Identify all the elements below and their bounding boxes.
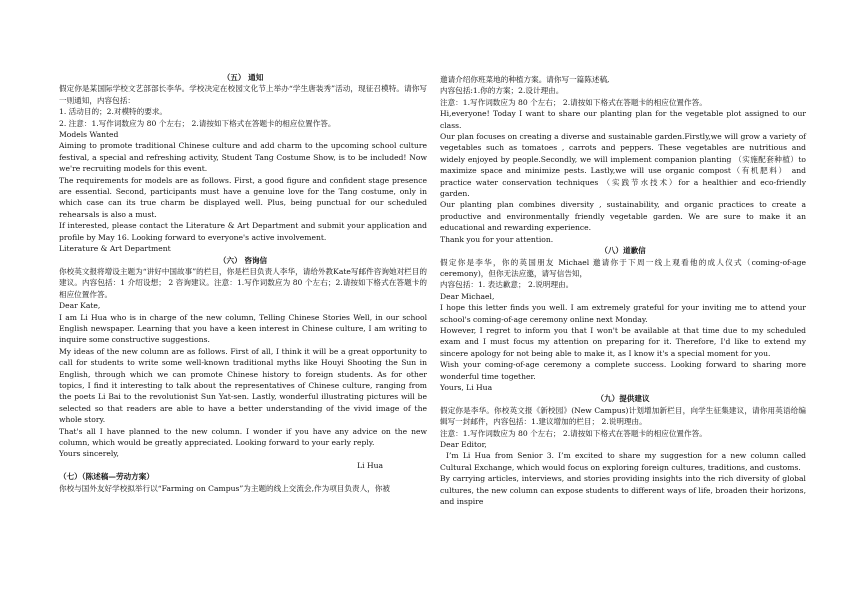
prompt-text: 邀请介绍你班菜地的种植方案。请你写一篇陈述稿,: [440, 75, 610, 84]
right-column: [440, 74, 806, 507]
essay-closing: Thank you for your attention.: [440, 234, 554, 244]
letter-paragraph: However, I regret to inform you that I won't be available at that time due to my scheduled exam and I must focus my attention on preparing for it. Therefore, I'd like to extend my sincere apology for not being able to make it, as I know it's a special moment for you.: [440, 325, 806, 358]
letter-paragraph: I’m Li Hua from Senior 3. I’m excited to share my suggestion for a new column called Cultural Exchange, which would focus on exploring foreign cultures, traditions, and customs.: [440, 451, 806, 472]
letter-paragraph: That's all I have planned to the new column. I wonder if you have any advice on the new column, which would be greatly appreciated. Looking forward to your early reply.: [59, 426, 427, 447]
letter-signature: Li Hua: [357, 460, 383, 470]
prompt-text: 你校英文报将增设主题为“讲好中国故事”的栏目，你是栏目负责人李华，请给外教Kate写邮件咨询她对栏目的建议。内容包括：1 介绍设想； 2 咨询建议。注意：1.写作词数应为 80 个左右；2.请按如下格式在答题卡的相应位置作答。: [59, 266, 427, 299]
prompt-text: 假定你是李华，你的英国朋友 Michael 邀请你于下周一线上观看他的成人仪式（coming-of-age ceremony)，但你无法应邀，请写信告知，: [440, 257, 806, 278]
essay-paragraph: Our planting plan combines diversity , sustainability, and organic practices to create a productive and environmentally friendly vegetable garden. We are sure to make it an educational and rewarding experience.: [440, 200, 806, 233]
essay-paragraph: Our plan focuses on creating a diverse and sustainable garden.Firstly,we will grow a variety of vegetables such as tomatoes , carrots and peppers. These vegetables are nutritious and widely enjoyed by people.Secondly, we will implement companion planting （实施配套种植）to maximize space and minimize pests. Lastly,we will use organic compost（有机肥料） and practice water conservation techniques （实践节水技术）for a healthier and eco-friendly garden.: [440, 132, 806, 199]
prompt-text: 假定你是某国际学校文艺部部长李华。学校决定在校园文化节上举办“学生唐装秀”活动，现征召模特。请你写一则通知，内容包括：: [59, 84, 427, 105]
letter-paragraph: By carrying articles, interviews, and stories providing insights into the rich diversity of global cultures, the new column can expose students to different ways of life, broaden their horizons, and inspire: [440, 474, 806, 507]
section-heading-notice: （五） 通知: [222, 73, 264, 82]
essay-title: Models Wanted: [59, 130, 119, 140]
essay-paragraph: If interested, please contact the Literature & Art Department and submit your application and profile by May 16. Looking forward to everyone's active involvement.: [59, 221, 427, 242]
letter-paragraph: Wish your coming-of-age ceremony a complete success. Looking forward to sharing more wonderful time together.: [440, 360, 806, 381]
letter-closing: Yours sincerely,: [59, 449, 119, 459]
prompt-item: 1. 活动目的；2.对模特的要求。: [59, 107, 168, 117]
essay-paragraph: The requirements for models are as follows. First, a good figure and confident stage presence are essential. Second, participants must have a genuine love for the Tang costume, only in which case can its true charm be displayed well. Plus, being punctual for our scheduled rehearsals is also a must.: [59, 175, 427, 219]
section-heading-suggestion: （九）提供建议: [596, 394, 650, 404]
section-heading-apology-letter: （八）道歉信: [600, 246, 646, 256]
essay-paragraph: Hi,everyone! Today I want to share our planting plan for the vegetable plot assigned to our class.: [440, 109, 806, 130]
letter-signature: Yours, Li Hua: [440, 382, 493, 392]
letter-paragraph: I hope this letter finds you well. I am extremely grateful for your inviting me to attend your school's coming-of-age ceremony online next Monday.: [440, 303, 806, 324]
prompt-item: 2. 注意：1.写作词数应为 80 个左右； 2.请按如下格式在答题卡的相应位置作答。: [59, 118, 336, 128]
section-heading-inquiry-letter: （六） 咨询信: [218, 255, 268, 265]
prompt-text: 你校与国外友好学校拟举行以“Farming on Campus”为主题的线上交流会,作为项目负责人，你被: [59, 483, 390, 493]
left-column: [59, 72, 427, 494]
letter-paragraph: My ideas of the new column are as follows. First of all, I think it will be a great opportunity to call for students to write some well-known traditional myths like Houyi Shooting the Sun in English, through which we can promote Chinese history to foreign students. As for other topics, I find it interesting to talk about the representatives of Chinese culture, ranging from the poets Li Bai to the revolutionist Sun Yat-sen. Lastly, wonderful illustrating pictures will be selected so that readers are able to have a better understanding of the vivid image of the whole story.: [59, 346, 427, 425]
essay-paragraph: Aiming to promote traditional Chinese culture and add charm to the upcoming school culture festival, a special and refreshing activity, Student Tang Costume Show, is to be included! Now we're recruiting models for this event.: [59, 141, 427, 174]
letter-salutation: Dear Michael,: [440, 291, 495, 301]
prompt-item: 注意：1.写作词数应为 80 个左右； 2.请按如下格式在答题卡的相应位置作答。: [440, 97, 707, 107]
section-heading-statement: （七）（陈述稿—劳动方案）: [59, 472, 154, 482]
prompt-item: 内容包括：1. 表达歉意； 2.说明理由。: [440, 280, 574, 290]
letter-salutation: Dear Editor,: [440, 440, 487, 449]
prompt-item: 注意：1.写作词数应为 80 个左右； 2.请按如下格式在答题卡的相应位置作答。: [440, 428, 707, 438]
letter-paragraph: I am Li Hua who is in charge of the new column, Telling Chinese Stories Well, in our school English newspaper. Learning that you have a keen interest in Chinese culture, I am writing to inquire some constructive suggestions.: [59, 312, 427, 345]
prompt-item: 内容包括:1.你的方案；2.设计理由。: [440, 86, 564, 96]
letter-salutation: Dear Kate,: [59, 301, 101, 311]
prompt-text: 假定你是李华。你校英文报《新校园》(New Campus)计划增加新栏目，向学生征集建议，请你用英语给编辑写一封邮件，内容包括：1.建议增加的栏目； 2.说明理由。: [440, 405, 806, 427]
essay-signature: Literature & Art Department: [59, 244, 171, 254]
